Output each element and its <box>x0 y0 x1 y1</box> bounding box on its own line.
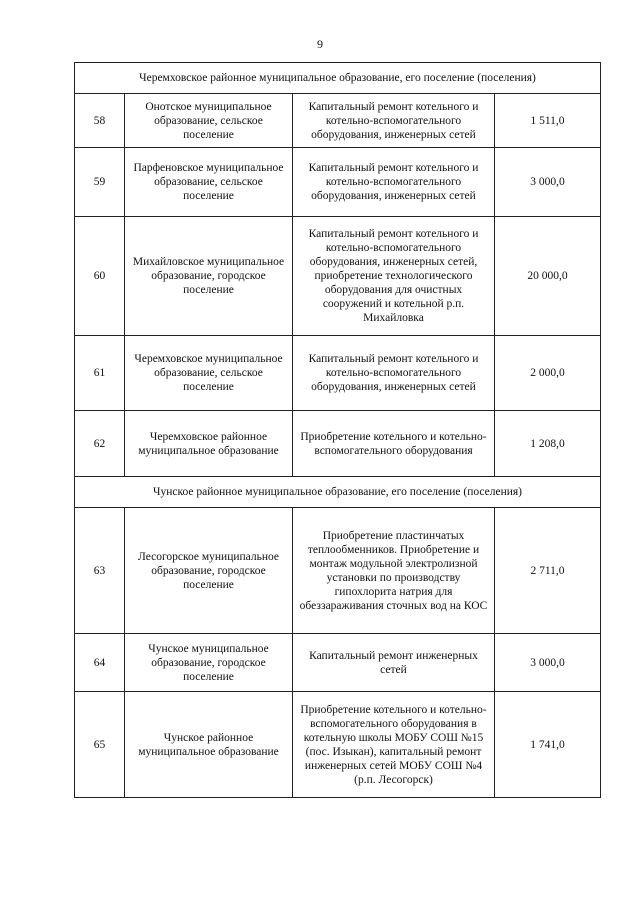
recipient-cell: Черемховское муниципальное образование, сельское поселение <box>125 336 293 411</box>
recipient-cell: Михайловское муниципальное образование, городское поселение <box>125 217 293 336</box>
row-number: 58 <box>75 94 125 148</box>
row-number: 63 <box>75 508 125 634</box>
recipient-cell: Лесогорское муниципальное образование, городское поселение <box>125 508 293 634</box>
funding-table <box>74 62 601 798</box>
section-header-row <box>75 63 601 94</box>
row-number: 59 <box>75 148 125 217</box>
section-header-row <box>75 477 601 508</box>
recipient-cell: Парфеновское муниципальное образование, сельское поселение <box>125 148 293 217</box>
amount-cell: 2 000,0 <box>495 336 601 411</box>
amount-cell: 3 000,0 <box>495 148 601 217</box>
purpose-cell: Капитальный ремонт котельного и котельно-вспомогательного оборудования, инженерных сетей <box>293 148 495 217</box>
recipient-cell: Онотское муниципальное образование, сельское поселение <box>125 94 293 148</box>
amount-cell: 1 208,0 <box>495 411 601 477</box>
amount-cell: 3 000,0 <box>495 634 601 692</box>
table-row <box>75 411 601 477</box>
purpose-cell: Капитальный ремонт котельного и котельно-вспомогательного оборудования, инженерных сетей <box>293 94 495 148</box>
table-row <box>75 336 601 411</box>
recipient-cell: Чунское районное муниципальное образование <box>125 692 293 798</box>
row-number: 62 <box>75 411 125 477</box>
row-number: 64 <box>75 634 125 692</box>
amount-cell: 2 711,0 <box>495 508 601 634</box>
table-row <box>75 508 601 634</box>
table-row <box>75 148 601 217</box>
purpose-cell: Приобретение котельного и котельно-вспомогательного оборудования <box>293 411 495 477</box>
purpose-cell: Капитальный ремонт инженерных сетей <box>293 634 495 692</box>
purpose-cell: Приобретение котельного и котельно-вспомогательного оборудования в котельную школы МОБУ СОШ №15 (пос. Изыкан), капитальный ремонт инженерных сетей МОБУ СОШ №4 (р.п. Лесогорск) <box>293 692 495 798</box>
amount-cell: 20 000,0 <box>495 217 601 336</box>
section-title: Черемховское районное муниципальное образование, его поселение (поселения) <box>75 63 601 94</box>
recipient-cell: Чунское муниципальное образование, городское поселение <box>125 634 293 692</box>
recipient-cell: Черемховское районное муниципальное образование <box>125 411 293 477</box>
section-title: Чунское районное муниципальное образование, его поселение (поселения) <box>75 477 601 508</box>
amount-cell: 1 741,0 <box>495 692 601 798</box>
purpose-cell: Капитальный ремонт котельного и котельно-вспомогательного оборудования, инженерных сетей <box>293 336 495 411</box>
amount-cell: 1 511,0 <box>495 94 601 148</box>
purpose-cell: Приобретение пластинчатых теплообменников. Приобретение и монтаж модульной электролизной установки по производству гипохлорита натрия для обеззараживания сточных вод на КОС <box>293 508 495 634</box>
purpose-cell: Капитальный ремонт котельного и котельно-вспомогательного оборудования, инженерных сетей, приобретение технологического оборудования для очистных сооружений и котельной р.п. Михайловка <box>293 217 495 336</box>
page-number: 9 <box>317 37 323 51</box>
table-row <box>75 94 601 148</box>
row-number: 61 <box>75 336 125 411</box>
row-number: 65 <box>75 692 125 798</box>
row-number: 60 <box>75 217 125 336</box>
table-row <box>75 692 601 798</box>
table-row <box>75 217 601 336</box>
table-row <box>75 634 601 692</box>
